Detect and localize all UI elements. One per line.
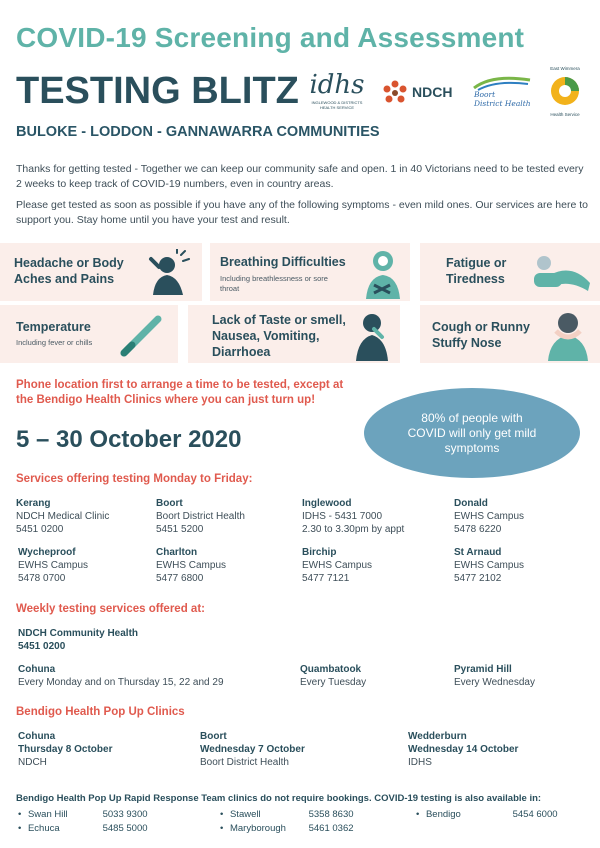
service-town: Inglewood <box>302 498 352 509</box>
footer-place-bendigo <box>416 809 558 820</box>
weekly-pyramid-hill <box>454 663 535 689</box>
communities-subtitle: BULOKE - LODDON - GANNAWARRA COMMUNITIES <box>16 124 380 140</box>
popup-boort <box>200 730 305 769</box>
place-phone: 5358 8630 <box>308 809 354 820</box>
place-phone: 5033 9300 <box>102 809 148 820</box>
symptom-card-nausea <box>188 305 400 363</box>
symptom-card-headache <box>0 243 202 301</box>
place-phone: 5454 6000 <box>512 809 558 820</box>
place-name: Maryborough <box>229 823 286 834</box>
service-phone: 5477 2102 <box>454 573 502 584</box>
place-name: Bendigo <box>425 809 461 820</box>
service-venue: EWHS Campus <box>18 560 89 571</box>
popup-town: Boort <box>200 731 227 742</box>
page-title: COVID-19 Screening and Assessment <box>16 22 525 53</box>
service-town: Boort <box>156 498 183 509</box>
popup-date: Wednesday 14 October <box>408 744 519 755</box>
footer-place-echuca <box>18 823 148 834</box>
cough-icon <box>544 309 592 361</box>
intro-paragraph-1: Thanks for getting tested - Together we can keep our community safe and open. 1 in 40 Victorians need to be tested every 2 weeks to keep track of COVID-19 numbers, even in country areas. <box>16 163 584 190</box>
service-phone: 5451 5200 <box>156 524 204 535</box>
weekday-heading: Services offering testing Monday to Friday: <box>16 473 253 485</box>
place-name: Echuca <box>27 823 60 834</box>
service-inglewood <box>302 497 404 536</box>
weekly-ndch-name: NDCH Community Health <box>18 628 139 639</box>
testing-dates: 5 – 30 October 2020 <box>16 426 242 453</box>
ndch-logo: NDCH <box>382 70 462 116</box>
popup-town: Cohuna <box>18 731 56 742</box>
footer-place-maryborough <box>220 823 354 834</box>
popup-heading: Bendigo Health Pop Up Clinics <box>16 706 185 718</box>
service-venue: EWHS Campus <box>454 511 525 522</box>
service-donald <box>454 497 524 536</box>
symptom-title: Lack of Taste or smell, Nausea, Vomiting, Diarrhoea <box>212 313 346 359</box>
service-boort <box>156 497 245 536</box>
service-charlton <box>156 546 226 585</box>
symptom-title: Headache or Body Aches and Pains <box>14 256 124 286</box>
service-kerang <box>16 497 109 536</box>
service-venue: NDCH Medical Clinic <box>16 511 110 522</box>
symptom-card-breathing <box>210 243 410 301</box>
symptom-card-fatigue <box>420 243 600 301</box>
nausea-icon <box>352 309 392 361</box>
bullet-icon: • <box>220 823 224 834</box>
symptom-title: Breathing Difficulties <box>220 255 346 269</box>
symptom-subtitle: Including breathlessness or sore throat <box>220 274 328 293</box>
place-name: Swan Hill <box>27 809 68 820</box>
service-phone: 5478 0700 <box>18 573 66 584</box>
popup-date: Wednesday 7 October <box>200 744 305 755</box>
popup-venue: NDCH <box>18 757 47 768</box>
symptom-title: Cough or Runny Stuffy Nose <box>432 320 530 350</box>
footer-place-stawell <box>220 809 354 820</box>
thermometer-icon <box>118 311 168 359</box>
weekly-town: Pyramid Hill <box>454 664 512 675</box>
popup-venue: IDHS <box>408 757 432 768</box>
popup-wedderburn <box>408 730 518 769</box>
weekly-cohuna <box>18 663 224 689</box>
fatigue-icon <box>532 249 594 295</box>
service-town: St Arnaud <box>454 547 502 558</box>
symptom-card-temperature <box>0 305 178 363</box>
bubble-text: 80% of people with COVID will only get mild symptoms <box>407 410 537 455</box>
weekly-quambatook <box>300 663 366 689</box>
service-birchip <box>302 546 372 585</box>
bullet-icon: • <box>220 809 224 820</box>
service-phone: 5477 6800 <box>156 573 204 584</box>
symptom-title: Fatigue or Tiredness <box>446 256 507 286</box>
service-phone: 5478 6220 <box>454 524 502 535</box>
service-venue: IDHS - 5431 7000 <box>302 511 383 522</box>
weekly-schedule: Every Wednesday <box>454 677 535 688</box>
footer-note: Bendigo Health Pop Up Rapid Response Team clinics do not require bookings. COVID-19 testing is also available in: <box>16 793 542 804</box>
phone-first-note: Phone location first to arrange a time to be tested, except at the Bendigo Health Clinics where you can just turn up! <box>16 379 344 406</box>
footer-place-swan-hill <box>18 809 148 820</box>
service-st-arnaud <box>454 546 524 585</box>
weekly-schedule: Every Tuesday <box>300 677 367 688</box>
page-headline: TESTING BLITZ <box>16 70 299 112</box>
service-town: Kerang <box>16 498 51 509</box>
service-venue: Boort District Health <box>156 511 245 522</box>
popup-cohuna <box>18 730 112 769</box>
popup-venue: Boort District Health <box>200 757 289 768</box>
headache-icon <box>145 249 193 297</box>
service-wycheproof <box>18 546 88 585</box>
weekly-town: Quambatook <box>300 664 362 675</box>
service-phone: 5477 7121 <box>302 573 350 584</box>
popup-town: Wedderburn <box>408 731 467 742</box>
symptom-title: Temperature <box>16 320 91 334</box>
symptom-subtitle: Including fever or chills <box>16 338 93 347</box>
place-name: Stawell <box>229 809 261 820</box>
weekly-heading: Weekly testing services offered at: <box>16 603 205 615</box>
place-phone: 5461 0362 <box>308 823 354 834</box>
service-venue: EWHS Campus <box>454 560 525 571</box>
ewhs-emblem-icon <box>540 66 590 116</box>
service-hours: 2.30 to 3.30pm by appt <box>302 524 405 535</box>
boort-logo: Boort District Health <box>470 70 534 116</box>
breathing-icon <box>360 247 406 299</box>
service-venue: EWHS Campus <box>302 560 373 571</box>
service-town: Donald <box>454 498 488 509</box>
ndch-flower-icon <box>382 80 408 106</box>
weekly-town: Cohuna <box>18 664 56 675</box>
place-phone: 5485 5000 <box>102 823 148 834</box>
bullet-icon: • <box>18 809 22 820</box>
popup-date: Thursday 8 October <box>18 744 113 755</box>
mild-symptoms-bubble <box>364 388 580 478</box>
ewhs-logo: East Wimmera Health Service <box>540 66 590 122</box>
service-town: Charlton <box>156 547 198 558</box>
symptom-card-cough <box>420 305 600 363</box>
service-phone: 5451 0200 <box>16 524 64 535</box>
service-town: Birchip <box>302 547 337 558</box>
bullet-icon: • <box>416 809 420 820</box>
intro-paragraph-2: Please get tested as soon as possible if you have any of the following symptoms - even mild ones. Our services are here to support you. Stay home until you have your test and result. <box>16 199 588 226</box>
weekly-ndch <box>18 627 138 653</box>
service-venue: EWHS Campus <box>156 560 227 571</box>
weekly-ndch-phone: 5451 0200 <box>18 641 66 652</box>
bullet-icon: • <box>18 823 22 834</box>
weekly-schedule: Every Monday and on Thursday 15, 22 and 29 <box>18 677 224 688</box>
service-town: Wycheproof <box>18 547 76 558</box>
idhs-logo: idhs INGLEWOOD & DISTRICTS HEALTH SERVICE <box>309 70 365 110</box>
